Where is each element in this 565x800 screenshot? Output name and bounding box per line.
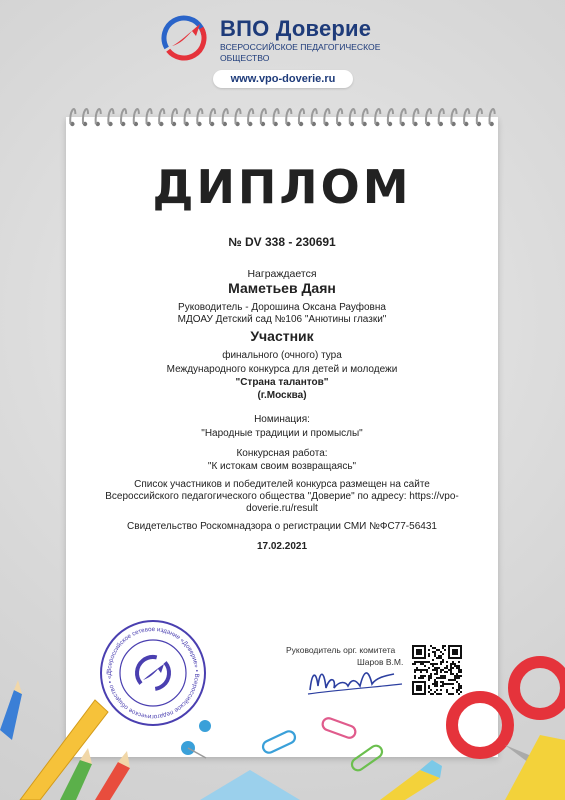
marker-icon	[380, 760, 442, 800]
stamp-seal-icon	[98, 618, 208, 728]
brand-subtitle: ВСЕРОССИЙСКОЕ ПЕДАГОГИЧЕСКОЕ ОБЩЕСТВО	[220, 42, 381, 63]
contest-name: "Страна талантов"	[235, 377, 329, 388]
organization-line: МДОАУ Детский сад №106 "Анютины глазки"	[177, 314, 387, 325]
results-note-line-3: doverie.ru/result	[246, 503, 318, 514]
diploma-title: ДИПЛОМ	[152, 160, 412, 214]
leader-line: Руководитель - Дорошина Оксана Рауфовна	[178, 302, 386, 313]
contest-city: (г.Москва)	[257, 390, 307, 401]
nomination-value: "Народные традиции и промыслы"	[201, 428, 363, 439]
triangle-ruler-icon	[200, 770, 300, 800]
diploma-number: № DV 338 - 230691	[228, 235, 336, 249]
results-note-line-2: Всероссийского педагогического общества "Доверие" по адресу: https://vpo-	[105, 491, 459, 502]
brand-name: ВПО Доверие	[220, 16, 372, 41]
results-note-line-1: Список участников и победителей конкурса размещен на сайте	[134, 479, 430, 490]
spiral-binding	[66, 100, 498, 134]
diploma-date: 17.02.2021	[256, 541, 308, 552]
signer-name: Шаров В.М.	[357, 657, 404, 667]
svg-text:Всероссийское сетевое издание: Всероссийское сетевое издание «Доверие» • Всероссийское педагогическое общество • «Д	[105, 625, 201, 721]
brand-logo-icon	[160, 14, 208, 62]
brand-url-link[interactable]: www.vpo-doverie.ru	[213, 70, 353, 88]
recipient-name: Маметьев Даян	[228, 280, 336, 296]
certificate-line: Свидетельство Роскомнадзора о регистрации СМИ №ФС77-56431	[127, 521, 437, 532]
qr-code-icon[interactable]	[412, 645, 462, 695]
handwritten-signature	[306, 660, 406, 700]
contest-line: Международного конкурса для детей и молодежи	[166, 364, 398, 375]
awarded-label: Награждается	[247, 268, 317, 280]
work-value: "К истокам своим возвращаясь"	[207, 461, 357, 472]
nomination-label: Номинация:	[254, 414, 310, 425]
signer-title: Руководитель орг. комитета	[286, 645, 396, 655]
status-label: Участник	[250, 328, 314, 344]
work-label: Конкурсная работа:	[236, 448, 328, 459]
tour-line: финального (очного) тура	[222, 350, 342, 361]
